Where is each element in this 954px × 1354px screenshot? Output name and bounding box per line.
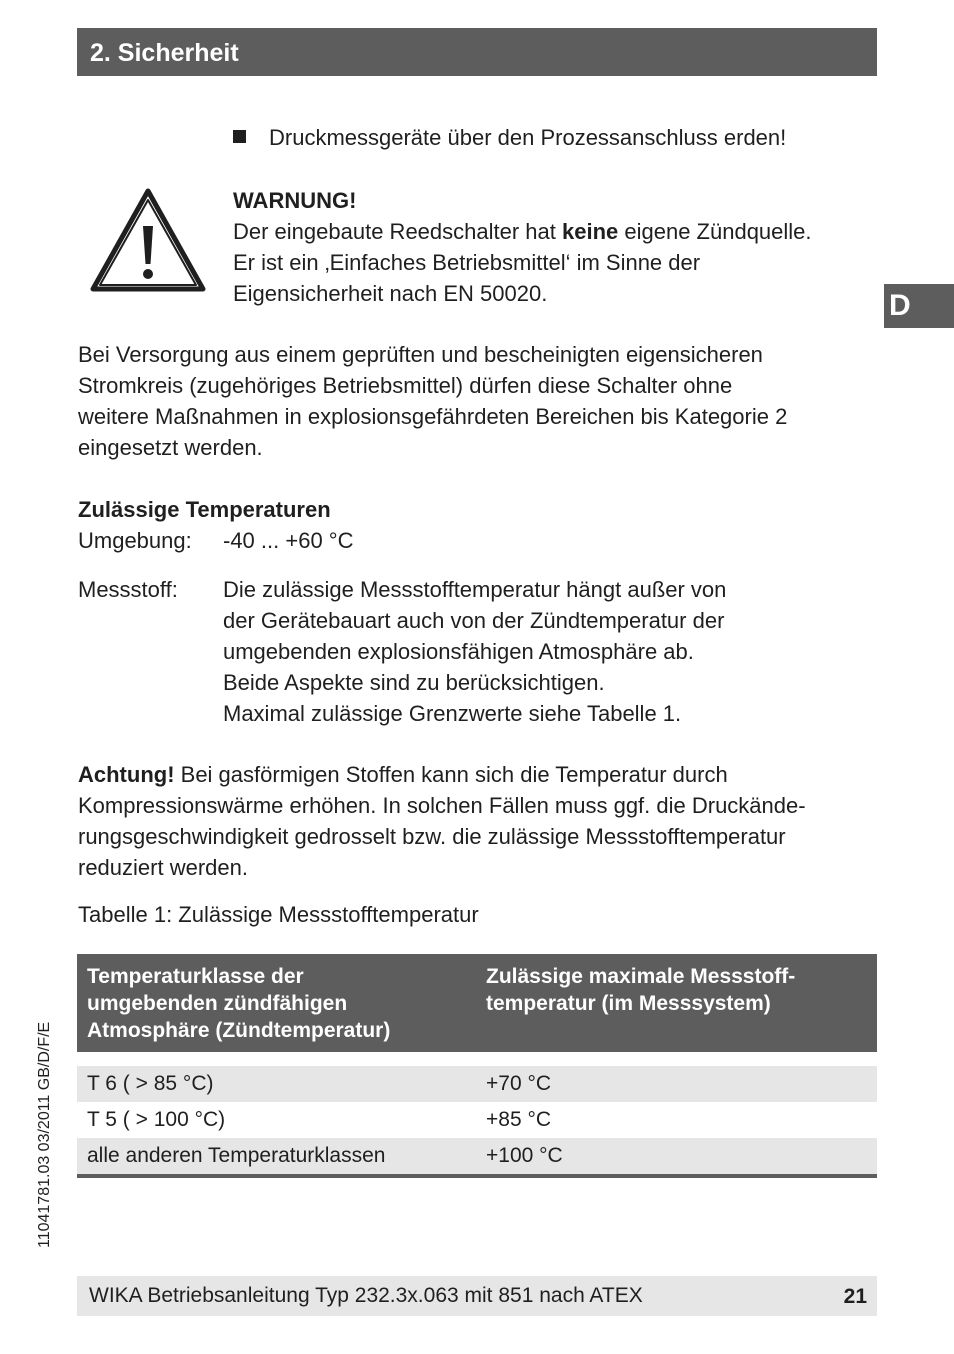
medium-line: Die zulässige Messstofftemperatur hängt außer von — [223, 577, 727, 602]
header-col2-line: Zulässige maximale Messstoff- — [486, 965, 796, 988]
table-cell-class: alle anderen Temperaturklassen — [87, 1144, 386, 1167]
attention-label: Achtung! — [78, 762, 175, 787]
medium-label: Messstoff: — [78, 577, 178, 602]
temperatures-section — [78, 494, 353, 556]
language-tab-label: D — [889, 289, 911, 322]
attention-line: Kompressionswärme erhöhen. In solchen Fällen muss ggf. die Druckände- — [78, 793, 806, 818]
ambient-row — [78, 525, 353, 556]
table-header-col1 — [87, 963, 467, 1044]
ambient-value: -40 ... +60 °C — [223, 528, 354, 553]
section-header — [77, 28, 877, 76]
page-number: 21 — [843, 1285, 867, 1308]
warning-block — [233, 185, 812, 309]
table-row — [77, 1138, 877, 1174]
table-row — [77, 1066, 877, 1102]
attention-line: rungsgeschwindigkeit gedrosselt bzw. die zulässige Messstofftemperatur — [78, 824, 786, 849]
bullet-text: Druckmessgeräte über den Prozessanschluss erden! — [269, 125, 787, 150]
medium-line: Beide Aspekte sind zu berücksichtigen. — [223, 670, 605, 695]
table-cell-temp: +85 °C — [486, 1108, 552, 1131]
paragraph-line: Bei Versorgung aus einem geprüften und bescheinigten eigensicheren — [78, 342, 763, 367]
attention-line-1-rest: Bei gasförmigen Stoffen kann sich die Temperatur durch — [174, 762, 728, 787]
header-col1-line: Atmosphäre (Zündtemperatur) — [87, 1019, 391, 1042]
table-caption: Tabelle 1: Zulässige Messstofftemperatur — [78, 902, 479, 927]
medium-line: der Gerätebauart auch von der Zündtemperatur der — [223, 608, 725, 633]
warning-triangle-icon — [88, 186, 208, 294]
temperatures-heading: Zulässige Temperaturen — [78, 497, 331, 522]
warning-line-3: Eigensicherheit nach EN 50020. — [233, 281, 548, 306]
attention-paragraph — [78, 759, 878, 883]
bullet-item — [233, 124, 786, 152]
medium-line: Maximal zulässige Grenzwerte siehe Tabelle 1. — [223, 701, 682, 726]
footer-text: WIKA Betriebsanleitung Typ 232.3x.063 mit 851 nach ATEX — [89, 1284, 643, 1307]
warning-heading: WARNUNG! — [233, 188, 357, 213]
section-title: 2. Sicherheit — [90, 39, 239, 67]
table-cell-temp: +100 °C — [486, 1144, 563, 1167]
table-bottom-rule — [77, 1174, 877, 1178]
paragraph-line: eingesetzt werden. — [78, 435, 263, 460]
table-cell-class: T 5 ( > 100 °C) — [87, 1108, 226, 1131]
medium-line: umgebenden explosionsfähigen Atmosphäre ab. — [223, 639, 694, 664]
table-row — [77, 1102, 877, 1138]
header-col1-line: Temperaturklasse der — [87, 965, 304, 988]
header-col2-line: temperatur (im Messsystem) — [486, 992, 771, 1015]
warning-line-1 — [233, 216, 812, 247]
warning-line-1-start: Der eingebaute Reedschalter hat — [233, 219, 562, 244]
medium-text — [223, 574, 823, 729]
table-cell-temp: +70 °C — [486, 1072, 552, 1095]
intro-paragraph — [78, 339, 878, 463]
attention-line: reduziert werden. — [78, 855, 248, 880]
table-header — [77, 954, 877, 1052]
header-col1-line: umgebenden zündfähigen — [87, 992, 348, 1015]
language-tab — [884, 284, 954, 328]
warning-line-1-end: eigene Zündquelle. — [618, 219, 812, 244]
square-bullet-icon — [233, 130, 246, 143]
paragraph-line: Stromkreis (zugehöriges Betriebsmittel) dürfen diese Schalter ohne — [78, 373, 733, 398]
page-footer — [77, 1276, 877, 1316]
table-header-col2 — [486, 963, 866, 1017]
warning-emphasis: keine — [562, 219, 619, 244]
table-cell-class: T 6 ( > 85 °C) — [87, 1072, 214, 1095]
paragraph-line: weitere Maßnahmen in explosionsgefährdeten Bereichen bis Kategorie 2 — [78, 404, 788, 429]
warning-line-2: Er ist ein ‚Einfaches Betriebsmittel‘ im Sinne der — [233, 250, 701, 275]
attention-line-1 — [78, 759, 878, 790]
document-code: 11041781.03 03/2011 GB/D/F/E — [36, 1021, 53, 1248]
ambient-label: Umgebung: — [78, 528, 192, 553]
